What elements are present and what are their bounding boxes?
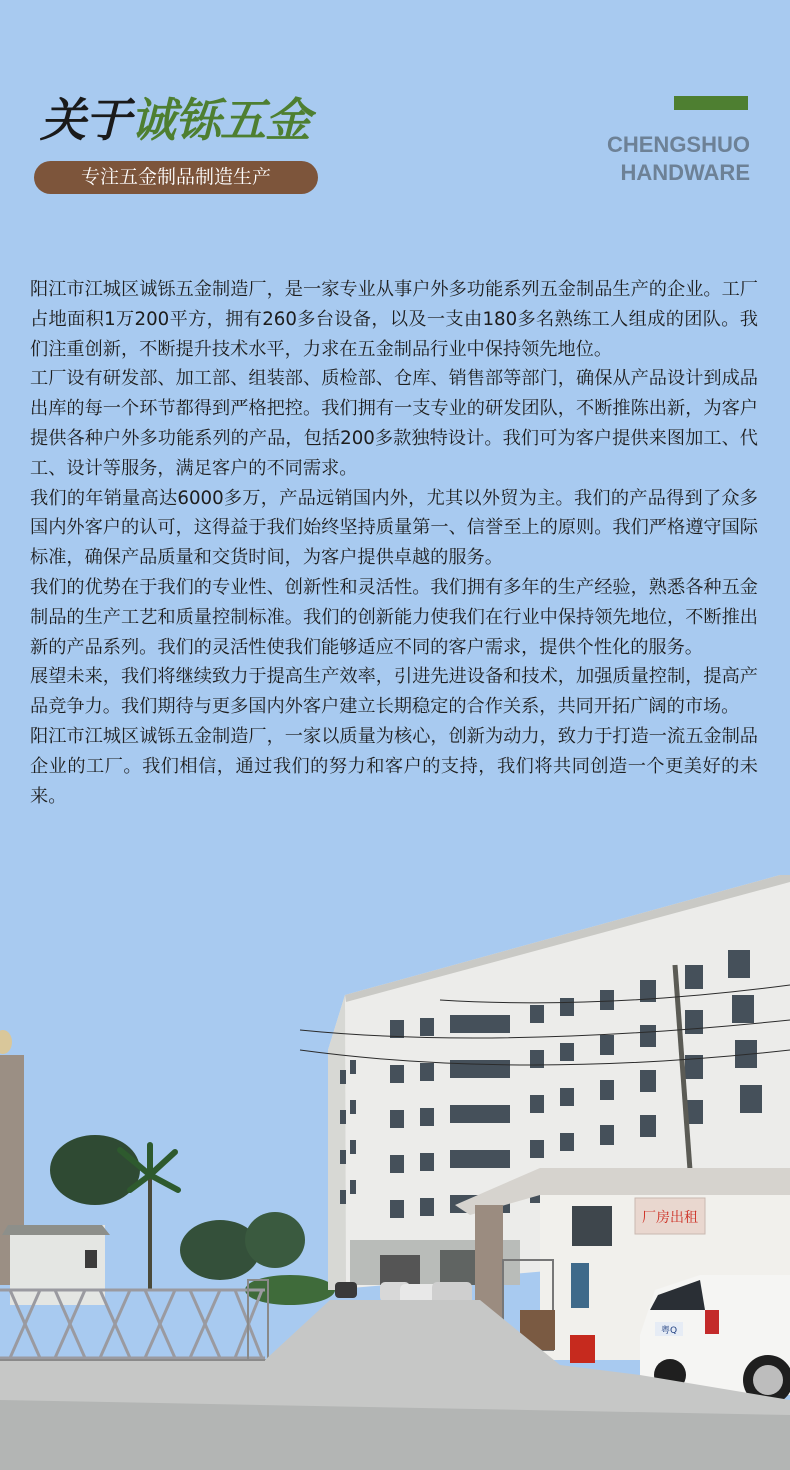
intro-text [30,275,758,811]
brand-line-1: CHENGSHUO [606,132,750,157]
intro-paragraph: 我们的优势在于我们的专业性、创新性和灵活性。我们拥有多年的生产经验，熟悉各种五金制品的生产工艺和质量控制标准。我们的创新能力使我们在行业中保持领先地位，不断推出新的产品系列。我们的灵活性使我们能够适应不同的客户需求，提供个性化的服务。 [30,576,758,658]
brand-line-2: HANDWARE [620,160,750,185]
tagline-badge: 专注五金制品制造生产 [34,161,318,194]
intro-paragraph: 阳江市江城区诚铄五金制造厂，是一家专业从事户外多功能系列五金制品生产的企业。工厂占地面积1万200平方，拥有260多台设备，以及一支由180多名熟练工人组成的团队。我们注重创新，不断提升技术水平，力求在五金制品行业中保持领先地位。 [30,279,758,360]
title-prefix: 关于 [40,93,130,147]
company-name: 诚铄五金 [130,93,310,147]
brand-english [607,131,750,187]
page-title [40,90,310,150]
rent-sign: 厂房出租 [642,1210,698,1226]
intro-paragraph: 阳江市江城区诚铄五金制造厂，一家以质量为核心，创新为动力，致力于打造一流五金制品企业的工厂。我们相信，通过我们的努力和客户的支持，我们将共同创造一个更美好的未来。 [30,725,758,807]
intro-paragraph: 展望未来，我们将继续致力于提高生产效率，引进先进设备和技术，加强质量控制，提高产品竞争力。我们期待与更多国内外客户建立长期稳定的合作关系，共同开拓广阔的市场。 [30,666,758,718]
accent-bar [674,96,748,110]
intro-paragraph: 我们的年销量高达6000多万，产品远销国内外，尤其以外贸为主。我们的产品得到了众多国内外客户的认可，这得益于我们始终坚持质量第一、信誉至上的原则。我们严格遵守国际标准，确保产品质量和交货时间，为客户提供卓越的服务。 [30,487,758,569]
factory-photo [0,870,790,1470]
intro-paragraph: 工厂设有研发部、加工部、组装部、质检部、仓库、销售部等部门，确保从产品设计到成品出库的每一个环节都得到严格把控。我们拥有一支专业的研发团队，不断推陈出新，为客户提供各种户外多功能系列的产品，包括200多款独特设计。我们可为客户提供来图加工、代工、设计等服务，满足客户的不同需求。 [30,368,758,479]
plate-text: 粤Q [660,1326,678,1336]
